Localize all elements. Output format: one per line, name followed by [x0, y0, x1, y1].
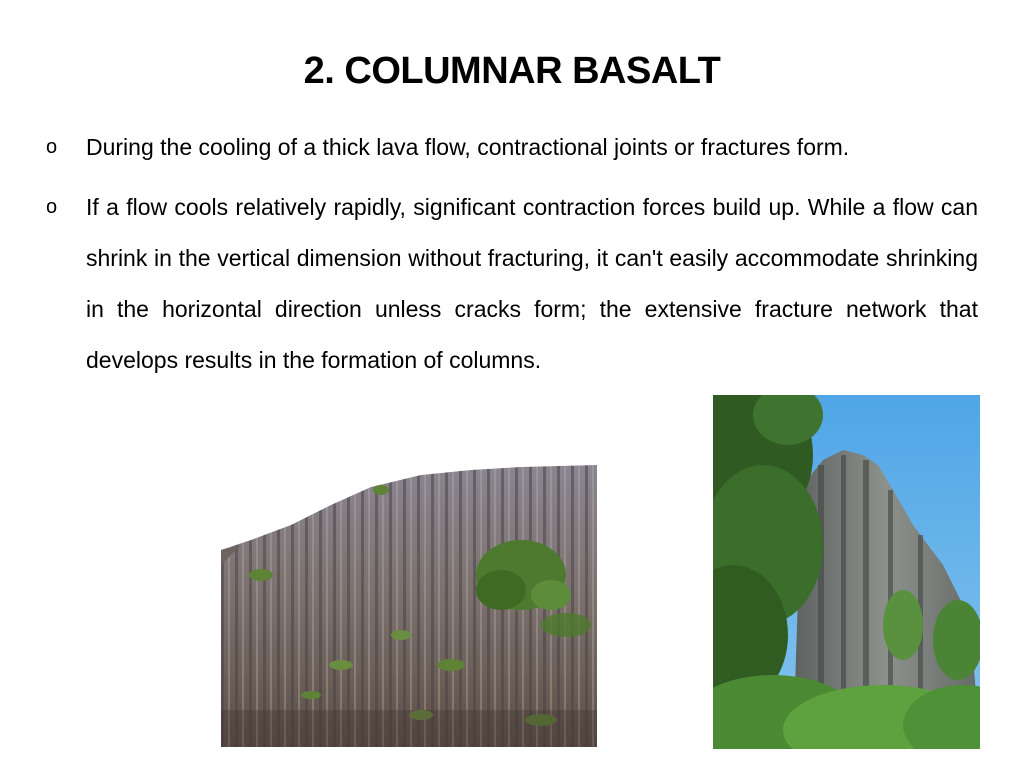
bullet-text: During the cooling of a thick lava flow, contractional joints or fractures form.	[86, 134, 850, 160]
bullet-marker: o	[46, 136, 58, 158]
bullet-text: If a flow cools relatively rapidly, significant contraction forces build up. While a flow can shrink in the vertical dimension without fracturing, it can't easily accommodate shrinking in the horizontal direction unless cracks form; the extensive fracture network that develops results in the formation of columns.	[86, 194, 978, 373]
basalt-columns-cliff-photo	[221, 465, 597, 747]
bullet-item	[46, 182, 978, 386]
bullet-item	[46, 122, 978, 173]
slide-title: 2. COLUMNAR BASALT	[303, 50, 721, 92]
bullet-marker: o	[46, 196, 58, 218]
basalt-columns-forest-photo	[713, 395, 980, 749]
